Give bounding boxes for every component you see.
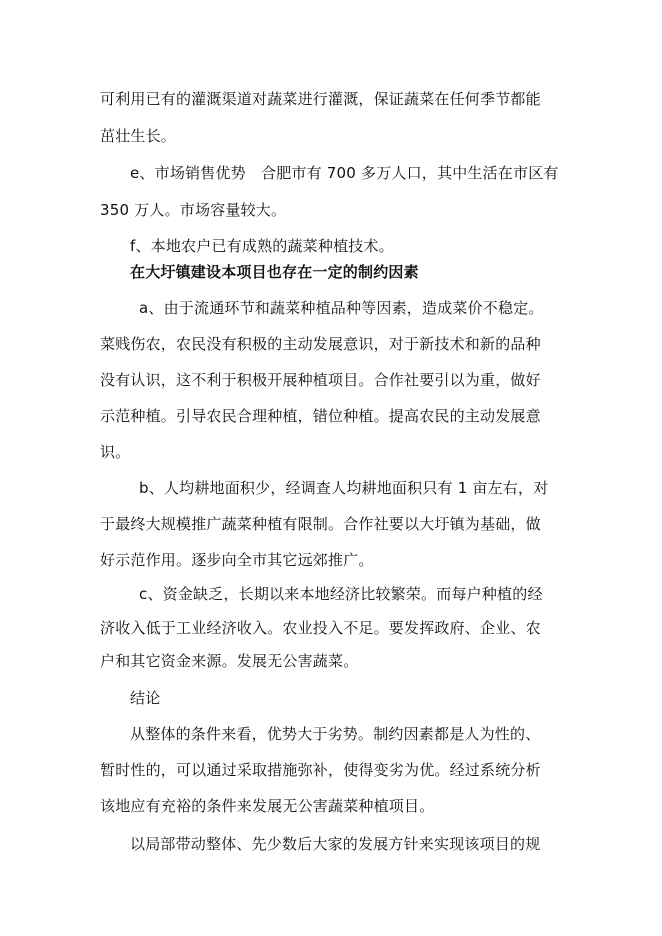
- text-line: 户和其它资金来源。发展无公害蔬菜。: [100, 652, 359, 670]
- text-line: f、本地农户已有成熟的蔬菜种植技术。: [130, 237, 394, 255]
- text-line: e、市场销售优势 合肥市有 700 多万人口，其中生活在市区有: [130, 164, 559, 182]
- text-line: 该地应有充裕的条件来发展无公害蔬菜种植项目。: [100, 797, 435, 815]
- text-line: b、人均耕地面积少，经调查人均耕地面积只有 1 亩左右，对: [139, 479, 549, 497]
- text-line: a、由于流通环节和蔬菜种植品种等因素，造成菜价不稳定。: [139, 299, 544, 317]
- text-line: 没有认识，这不利于积极开展种植项目。合作社要引以为重，做好: [100, 371, 541, 389]
- section-heading: 在大圩镇建设本项目也存在一定的制约因素: [130, 263, 419, 281]
- text-line: 于最终大规模推广蔬菜种植有限制。合作社要以大圩镇为基础，做: [100, 515, 541, 533]
- text-line: 从整体的条件来看，优势大于劣势。制约因素都是人为性的、: [130, 725, 541, 743]
- text-line: 350 万人。市场容量较大。: [100, 201, 287, 219]
- text-line: 识。: [100, 443, 131, 461]
- text-line: 以局部带动整体、先少数后大家的发展方针来实现该项目的规: [130, 835, 541, 853]
- text-line: c、资金缺乏，长期以来本地经济比较繁荣。而每户种植的经: [139, 585, 543, 603]
- text-line: 茁壮生长。: [100, 127, 177, 145]
- text-line: 好示范作用。逐步向全市其它远郊推广。: [100, 551, 374, 569]
- text-line: 菜贱伤农，农民没有积极的主动发展意识，对于新技术和新的品种: [100, 335, 541, 353]
- text-line: 可利用已有的灌溉渠道对蔬菜进行灌溉，保证蔬菜在任何季节都能: [100, 90, 541, 108]
- text-line: 暂时性的，可以通过采取措施弥补，使得变劣为优。经过系统分析: [100, 761, 541, 779]
- text-line: 示范种植。引导农民合理种植，错位种植。提高农民的主动发展意: [100, 407, 541, 425]
- text-line: 结论: [130, 689, 161, 707]
- text-line: 济收入低于工业经济收入。农业投入不足。要发挥政府、企业、农: [100, 619, 541, 637]
